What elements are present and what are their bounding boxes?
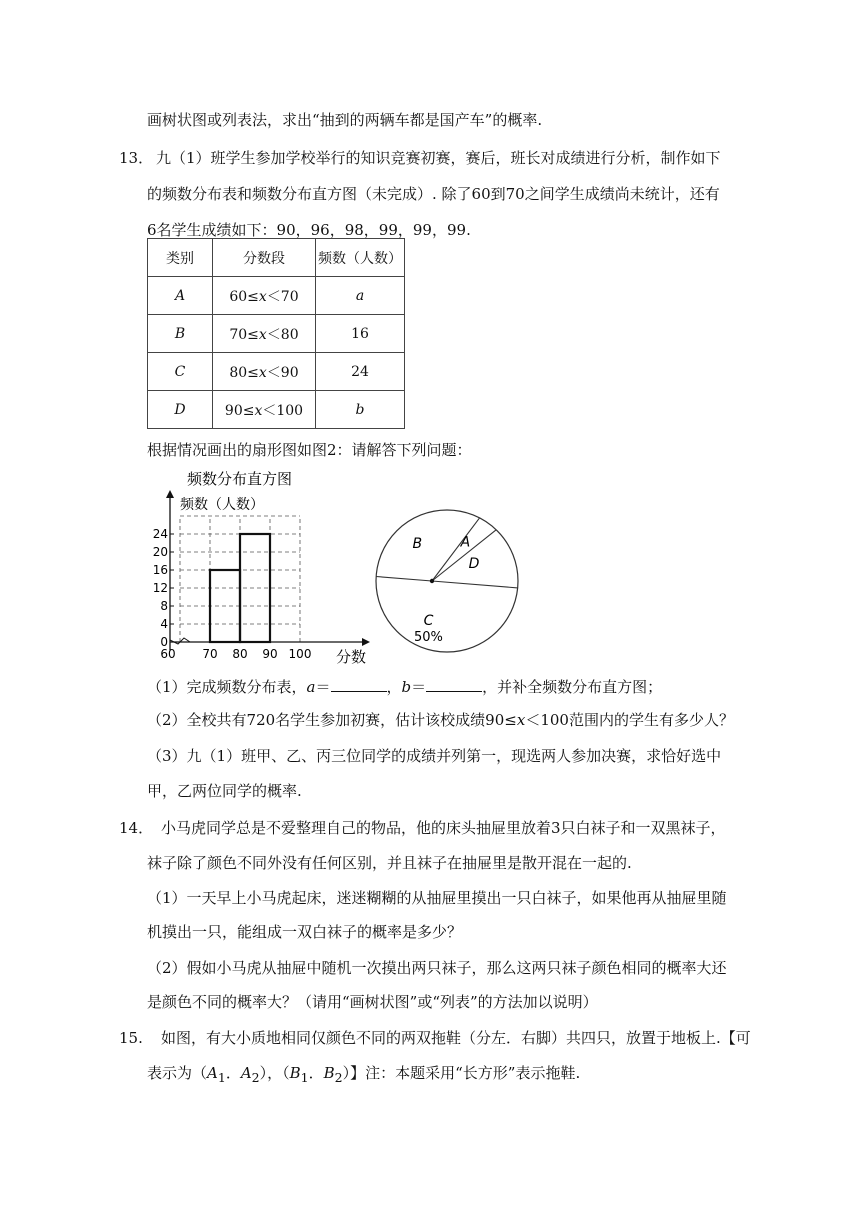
table-header-row [148,239,405,277]
q15-number: 15. [119,1029,143,1047]
q15-text-2: 表示为（$A_1$．$A_2$），（$B_1$．$B_2$）】注：本题采用“长方形”表示拖鞋. [147,1064,581,1085]
table-header-cell: 频数（人数） [316,239,405,277]
table-cell-category: C [148,353,213,391]
table-cell-count: b [316,391,405,429]
table-cell-category: B [148,315,213,353]
y-tick-label: 8 [160,599,168,613]
y-tick-label: 0 [160,635,168,649]
histogram-chart [150,466,380,666]
y-tick-label: 20 [152,545,168,559]
y-tick-label: 4 [160,617,168,631]
q14-part-1a: （1）一天早上小马虎起床，迷迷糊糊的从抽屉里摸出一只白袜子，如果他再从抽屉里随 [147,889,727,907]
q13-part-2: （2）全校共有720名学生参加初赛，估计该校成绩90≤x＜100范围内的学生有多少人？ [147,711,734,729]
pie-slice-boundary [432,581,518,588]
table-row [148,277,405,315]
pie-center-dot [430,579,434,583]
q13-part-3a: （3）九（1）班甲、乙、丙三位同学的成绩并列第一，现选两人参加决赛，求恰好选中 [147,747,722,765]
pie-chart [370,504,524,658]
table-cell-count: 16 [316,315,405,353]
answer-blank-a[interactable] [331,676,387,692]
q14-part-1b: 机摸出一只，能组成一双白袜子的概率是多少？ [147,923,463,941]
table-cell-range: 80≤x＜90 [213,353,316,391]
pie-slice-label: D [468,556,480,573]
pie-slice-boundaries [376,518,518,588]
table-cell-range: 70≤x＜80 [213,315,316,353]
x-tick-label: 90 [262,647,278,661]
q14-part-2a: （2）假如小马虎从抽屉中随机一次摸出两只袜子，那么这两只袜子颜色相同的概率大还 [147,959,727,977]
table-header-cell: 分数段 [213,239,316,277]
q13-part-1: （1）完成频数分布表，a＝ ，b＝ ，并补全频数分布直方图； [147,678,663,696]
x-tick-label: 60 [160,647,176,661]
q14-part-2b: 是颜色不同的概率大？（请用“画树状图”或“列表”的方法加以说明） [147,993,598,1011]
q14-text-1: 小马虎同学总是不爱整理自己的物品，他的床头抽屉里放着3只白袜子和一双黑袜子， [161,819,726,837]
table-cell-category: A [148,277,213,315]
frequency-table [147,238,405,429]
table-cell-range: 90≤x＜100 [213,391,316,429]
histogram-y-axis-label: 频数（人数） [180,497,264,513]
x-axis-arrow [362,638,370,646]
table-row [148,353,405,391]
histogram-title: 频数分布直方图 [187,470,293,488]
pie-slice-label: C [423,612,434,629]
table-cell-category: D [148,391,213,429]
q13-text-3: 6名学生成绩如下：90，96，98，99，99，99. [147,221,471,239]
table-cell-range: 60≤x＜70 [213,277,316,315]
answer-blank-b[interactable] [426,676,482,692]
y-tick-label: 24 [152,527,168,541]
prev-question-tail: 画树状图或列表法，求出“抽到的两辆车都是国产车”的概率. [147,111,543,129]
x-tick-label: 70 [202,647,218,661]
histogram-x-axis-label: 分数 [336,648,367,666]
q13-text-4: 根据情况画出的扇形图如图2：请解答下列问题： [147,441,472,459]
pie-slice-label: A [460,534,471,551]
y-tick-label: 12 [152,581,168,595]
q13-part-3b: 甲，乙两位同学的概率. [147,782,302,800]
pie-percent-label: 50% [414,629,443,645]
q13-text-2: 的频数分布表和频数分布直方图（未完成）. 除了60到70之间学生成绩尚未统计，还有 [147,185,720,203]
x-tick-label: 80 [232,647,248,661]
y-axis-arrow [166,490,174,498]
pie-outline [376,510,518,652]
table-header-cell: 类别 [148,239,213,277]
table-row [148,315,405,353]
table-row [148,391,405,429]
q13-number: 13． [119,149,154,167]
q14-text-2: 袜子除了颜色不同外没有任何区别，并且袜子在抽屉里是散开混在一起的. [147,854,632,872]
q13-text-1: 九（1）班学生参加学校举行的知识竞赛初赛，赛后，班长对成绩进行分析，制作如下 [156,149,721,167]
pie-slice-label: B [412,536,423,553]
table-cell-count: a [316,277,405,315]
q14-number: 14． [119,819,154,837]
table-cell-count: 24 [316,353,405,391]
pie-slice-boundary [376,577,432,581]
x-tick-label: 100 [288,647,312,661]
q15-text-1: 如图，有大小质地相同仅颜色不同的两双拖鞋（分左．右脚）共四只，放置于地板上.【可 [161,1029,751,1047]
y-tick-label: 16 [152,563,168,577]
